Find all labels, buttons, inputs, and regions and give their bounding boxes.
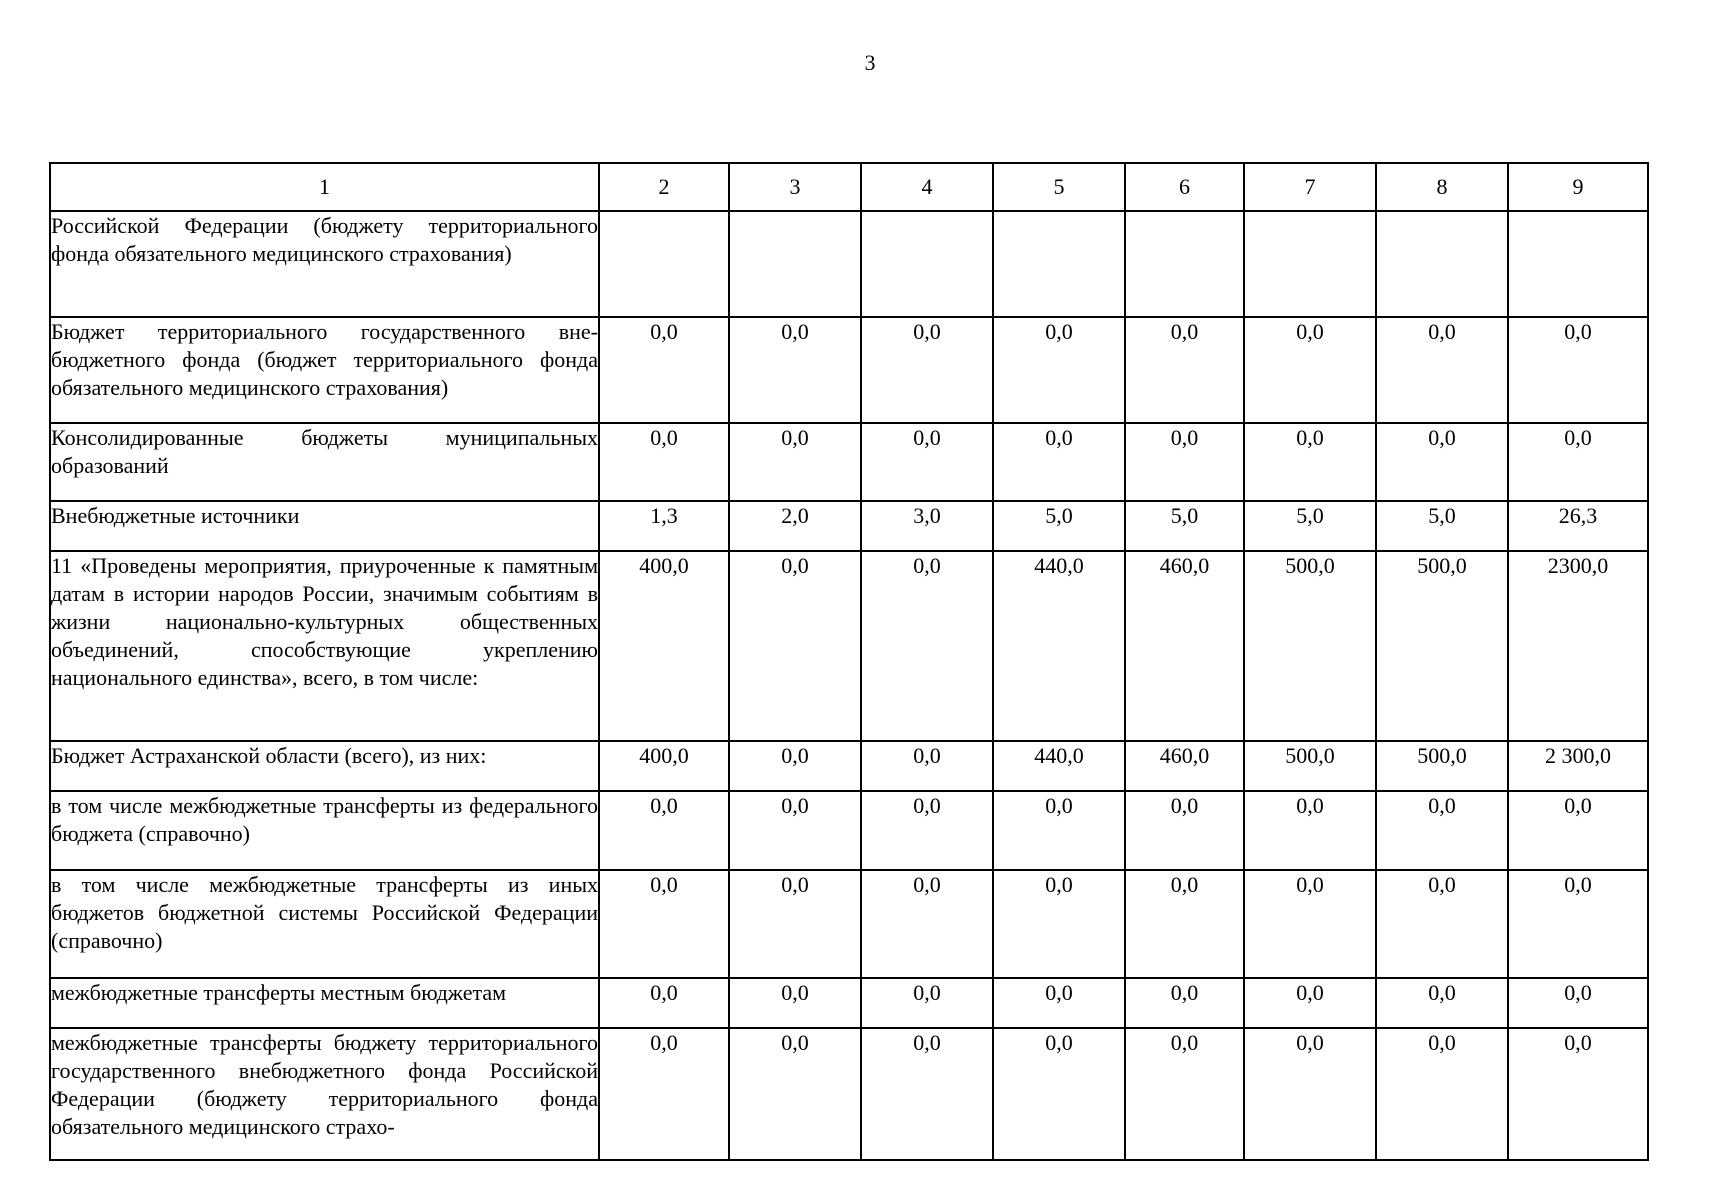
- table-cell: 0,0: [729, 741, 861, 791]
- table-cell: [1508, 211, 1648, 317]
- row-label: 11 «Проведены мероприятия, приуроченные к памятным датам в истории народов России, значимым событиям в жизни национально-культурных общественных объединений, способствующие укреплению национального единства», всего, в том числе:: [50, 551, 599, 741]
- table-cell: 5,0: [1244, 501, 1376, 551]
- table-row: [50, 317, 1648, 423]
- table-cell: 0,0: [861, 1028, 993, 1160]
- row-label: Консолидированные бюджеты муниципальных образований: [50, 423, 599, 501]
- table-cell: 0,0: [729, 423, 861, 501]
- table-cell: 0,0: [729, 551, 861, 741]
- table-cell: 2300,0: [1508, 551, 1648, 741]
- table-cell: [861, 211, 993, 317]
- table-cell: [599, 211, 729, 317]
- table-cell: 0,0: [729, 791, 861, 870]
- table-cell: 0,0: [1244, 317, 1376, 423]
- row-label: в том числе межбюджетные трансферты из федерального бюджета (справочно): [50, 791, 599, 870]
- table-cell: 0,0: [1508, 791, 1648, 870]
- table-cell: 1,3: [599, 501, 729, 551]
- table-cell: 0,0: [993, 423, 1125, 501]
- table-cell: 0,0: [1125, 317, 1244, 423]
- table-cell: 0,0: [1508, 1028, 1648, 1160]
- column-header: 8: [1376, 163, 1508, 211]
- table-cell: 5,0: [1376, 501, 1508, 551]
- table-cell: 3,0: [861, 501, 993, 551]
- table-cell: 0,0: [993, 978, 1125, 1028]
- table-cell: 0,0: [861, 870, 993, 978]
- table-cell: 0,0: [861, 423, 993, 501]
- table-cell: 5,0: [1125, 501, 1244, 551]
- table-cell: 0,0: [993, 1028, 1125, 1160]
- table-cell: 5,0: [993, 501, 1125, 551]
- table-cell: 0,0: [1244, 791, 1376, 870]
- table-cell: 0,0: [861, 551, 993, 741]
- table-row: [50, 978, 1648, 1028]
- table-row: [50, 551, 1648, 741]
- column-header: 9: [1508, 163, 1648, 211]
- table-cell: 0,0: [861, 978, 993, 1028]
- table-cell: 500,0: [1376, 551, 1508, 741]
- column-header: 4: [861, 163, 993, 211]
- table-cell: [993, 211, 1125, 317]
- table-cell: 500,0: [1244, 741, 1376, 791]
- table-row: [50, 501, 1648, 551]
- table-cell: 0,0: [1125, 791, 1244, 870]
- table-cell: 500,0: [1244, 551, 1376, 741]
- table-cell: 0,0: [1376, 317, 1508, 423]
- table-cell: 0,0: [1508, 978, 1648, 1028]
- table-cell: 0,0: [1125, 870, 1244, 978]
- table-cell: 460,0: [1125, 741, 1244, 791]
- table-row: [50, 791, 1648, 870]
- table-cell: 400,0: [599, 551, 729, 741]
- table-cell: 400,0: [599, 741, 729, 791]
- table-cell: 0,0: [861, 791, 993, 870]
- table-cell: 0,0: [1376, 978, 1508, 1028]
- table-cell: [729, 211, 861, 317]
- table-cell: 0,0: [599, 1028, 729, 1160]
- column-header: 3: [729, 163, 861, 211]
- table-cell: [1244, 211, 1376, 317]
- column-header: 2: [599, 163, 729, 211]
- table-cell: 0,0: [1125, 1028, 1244, 1160]
- header-row: [50, 163, 1648, 211]
- table-cell: 0,0: [861, 741, 993, 791]
- table-cell: 0,0: [1244, 423, 1376, 501]
- table-cell: 0,0: [993, 317, 1125, 423]
- table-cell: 0,0: [599, 870, 729, 978]
- table-cell: 2 300,0: [1508, 741, 1648, 791]
- table-cell: 0,0: [1376, 791, 1508, 870]
- table-cell: 0,0: [1376, 1028, 1508, 1160]
- table-cell: 0,0: [729, 317, 861, 423]
- budget-table: [49, 162, 1649, 1161]
- table-cell: 0,0: [1376, 423, 1508, 501]
- table-cell: 460,0: [1125, 551, 1244, 741]
- table-cell: [1376, 211, 1508, 317]
- table-cell: 0,0: [599, 317, 729, 423]
- table-row: [50, 1028, 1648, 1160]
- table-cell: 0,0: [1244, 1028, 1376, 1160]
- table-cell: 0,0: [599, 791, 729, 870]
- table-row: [50, 870, 1648, 978]
- row-label: межбюджетные трансферты бюджету территориального государственного внебюджетного фонда Российской Федерации (бюджету территориального фонда обязательного медицинского страхо-: [50, 1028, 599, 1160]
- table-cell: 0,0: [1125, 978, 1244, 1028]
- table-cell: 0,0: [993, 791, 1125, 870]
- column-header: 1: [50, 163, 599, 211]
- row-label: Внебюджетные источники: [50, 501, 599, 551]
- row-label: Бюджет территориального государственного внебюджетного фонда (бюджет территориального фонда обязательного медицинского страхования): [50, 317, 599, 423]
- row-label: Российской Федерации (бюджету территориального фонда обязательного медицинского страхования): [50, 211, 599, 317]
- table-cell: 0,0: [1508, 423, 1648, 501]
- table-cell: 0,0: [599, 423, 729, 501]
- table-cell: 0,0: [993, 870, 1125, 978]
- row-label: межбюджетные трансферты местным бюджетам: [50, 978, 599, 1028]
- row-label: Бюджет Астраханской области (всего), из них:: [50, 741, 599, 791]
- table-cell: 2,0: [729, 501, 861, 551]
- table-cell: 0,0: [729, 978, 861, 1028]
- table-cell: 0,0: [1376, 870, 1508, 978]
- table-row: [50, 211, 1648, 317]
- table-cell: 0,0: [1125, 423, 1244, 501]
- table-cell: 0,0: [861, 317, 993, 423]
- table-cell: 0,0: [1244, 978, 1376, 1028]
- table-row: [50, 741, 1648, 791]
- table-cell: [1125, 211, 1244, 317]
- table-cell: 440,0: [993, 551, 1125, 741]
- column-header: 7: [1244, 163, 1376, 211]
- column-header: 6: [1125, 163, 1244, 211]
- column-header: 5: [993, 163, 1125, 211]
- table-cell: 440,0: [993, 741, 1125, 791]
- page-number: 3: [864, 50, 876, 75]
- table-cell: 0,0: [1508, 870, 1648, 978]
- table-cell: 0,0: [1244, 870, 1376, 978]
- table-cell: 0,0: [729, 870, 861, 978]
- table-row: [50, 423, 1648, 501]
- row-label: в том числе межбюджетные трансферты из иных бюджетов бюджетной системы Российской Федерации (справочно): [50, 870, 599, 978]
- table-cell: 0,0: [1508, 317, 1648, 423]
- table-cell: 0,0: [599, 978, 729, 1028]
- table-cell: 26,3: [1508, 501, 1648, 551]
- table-cell: 500,0: [1376, 741, 1508, 791]
- table-cell: 0,0: [729, 1028, 861, 1160]
